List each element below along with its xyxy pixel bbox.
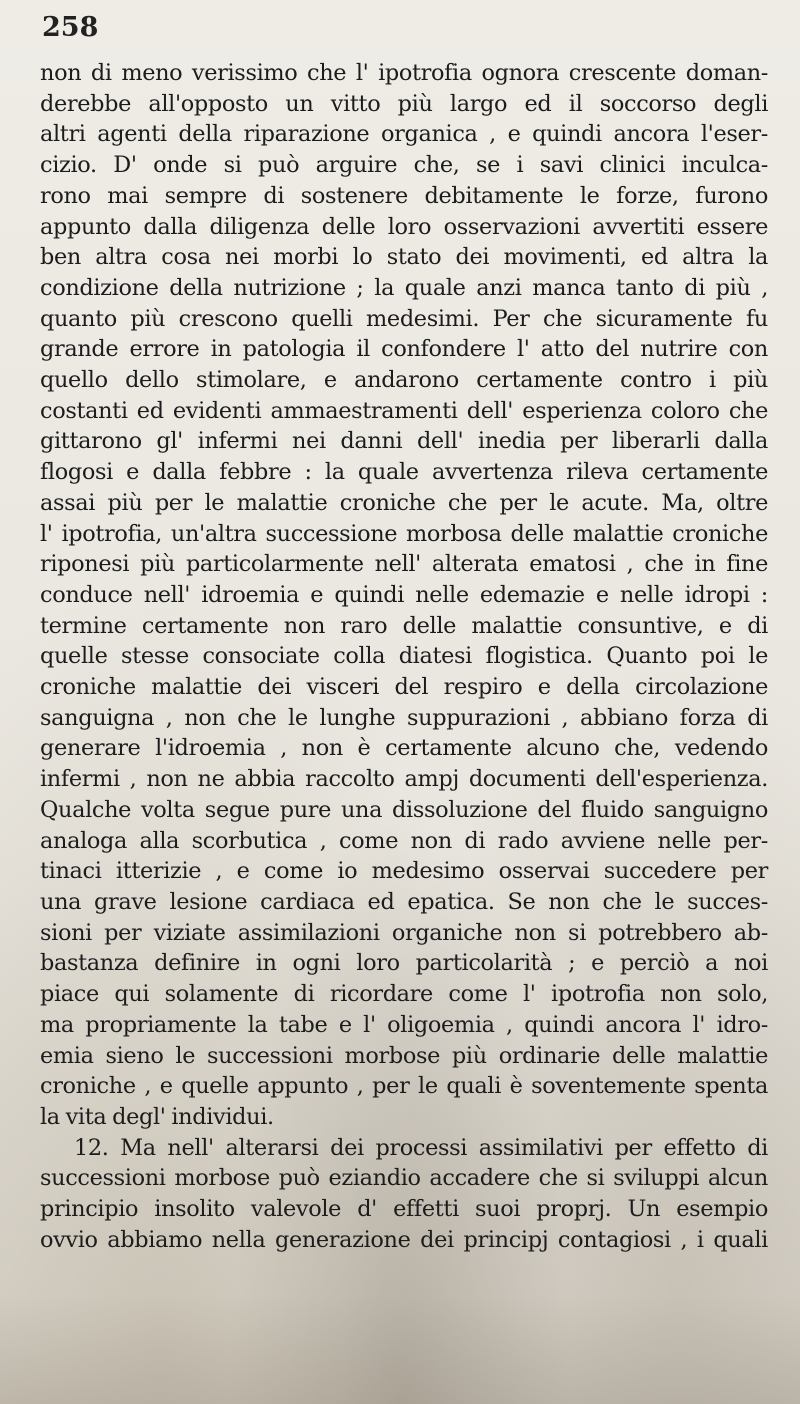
text-line: la vita degl' individui.	[40, 1103, 274, 1130]
text-line: croniche , e quelle appunto , per le quali è soventemente spenta	[40, 1073, 768, 1100]
text-line: tinaci itterizie , e come io medesimo osservai succedere per	[40, 858, 768, 885]
paper-stain	[0, 1294, 800, 1404]
text-line: generare l'idroemia , non è certamente alcuno che, vedendo	[40, 735, 768, 762]
text-line: riponesi più particolarmente nell' alterata ematosi , che in fine	[40, 551, 768, 578]
text-line: principio insolito valevole d' effetti suoi proprj. Un esempio	[40, 1196, 768, 1223]
text-line: emia sieno le successioni morbose più ordinarie delle malattie	[40, 1042, 768, 1069]
text-line: assai più per le malattie croniche che per le acute. Ma, oltre	[40, 489, 768, 516]
page-number: 258	[42, 12, 99, 43]
text-line: analoga alla scorbutica , come non di rado avviene nelle per-	[40, 827, 768, 854]
text-line: flogosi e dalla febbre : la quale avvertenza rileva certamente	[40, 459, 768, 486]
text-line: conduce nell' idroemia e quindi nelle edemazie e nelle idropi :	[40, 581, 768, 608]
text-line: sanguigna , non che le lunghe suppurazioni , abbiano forza di	[40, 704, 768, 731]
text-line: derebbe all'opposto un vitto più largo ed il soccorso degli	[40, 90, 768, 117]
text-line: croniche malattie dei visceri del respiro e della circolazione	[40, 674, 768, 701]
text-line: 12. Ma nell' alterarsi dei processi assimilativi per effetto di	[74, 1134, 768, 1161]
text-line: infermi , non ne abbia raccolto ampj documenti dell'esperienza.	[40, 766, 768, 793]
text-line: successioni morbose può eziandio accadere che si sviluppi alcun	[40, 1165, 768, 1192]
text-line: piace qui solamente di ricordare come l' ipotrofia non solo,	[40, 981, 768, 1008]
text-line: ben altra cosa nei morbi lo stato dei movimenti, ed altra la	[40, 244, 768, 271]
text-line: gittarono gl' infermi nei danni dell' inedia per liberarli dalla	[40, 428, 768, 455]
text-line: bastanza definire in ogni loro particolarità ; e perciò a noi	[40, 950, 768, 977]
body-text	[40, 58, 768, 1255]
text-line: quanto più crescono quelli medesimi. Per che sicuramente fu	[40, 305, 768, 332]
text-line: ma propriamente la tabe e l' oligoemia , quindi ancora l' idro-	[40, 1011, 768, 1038]
text-line: sioni per viziate assimilazioni organiche non si potrebbero ab-	[40, 919, 768, 946]
text-line: l' ipotrofia, un'altra successione morbosa delle malattie croniche	[40, 520, 768, 547]
text-line: cizio. D' onde si può arguire che, se i savi clinici inculca-	[40, 152, 768, 179]
text-line: grande errore in patologia il confondere l' atto del nutrire con	[40, 336, 768, 363]
text-line: appunto dalla diligenza delle loro osservazioni avvertiti essere	[40, 213, 768, 240]
text-line: costanti ed evidenti ammaestramenti dell' esperienza coloro che	[40, 397, 768, 424]
text-line: ovvio abbiamo nella generazione dei principj contagiosi , i quali	[40, 1226, 768, 1253]
text-line: quello dello stimolare, e andarono certamente contro i più	[40, 367, 768, 394]
text-line: altri agenti della riparazione organica , e quindi ancora l'eser-	[40, 121, 768, 148]
text-line: Qualche volta segue pure una dissoluzione del fluido sanguigno	[40, 796, 768, 823]
text-line: una grave lesione cardiaca ed epatica. Se non che le succes-	[40, 888, 768, 915]
text-line: quelle stesse consociate colla diatesi flogistica. Quanto poi le	[40, 643, 768, 670]
text-line: condizione della nutrizione ; la quale anzi manca tanto di più ,	[40, 274, 768, 301]
text-line: non di meno verissimo che l' ipotrofia ognora crescente doman-	[40, 60, 768, 86]
text-line: termine certamente non raro delle malattie consuntive, e di	[40, 612, 768, 639]
text-line: rono mai sempre di sostenere debitamente le forze, furono	[40, 182, 768, 209]
